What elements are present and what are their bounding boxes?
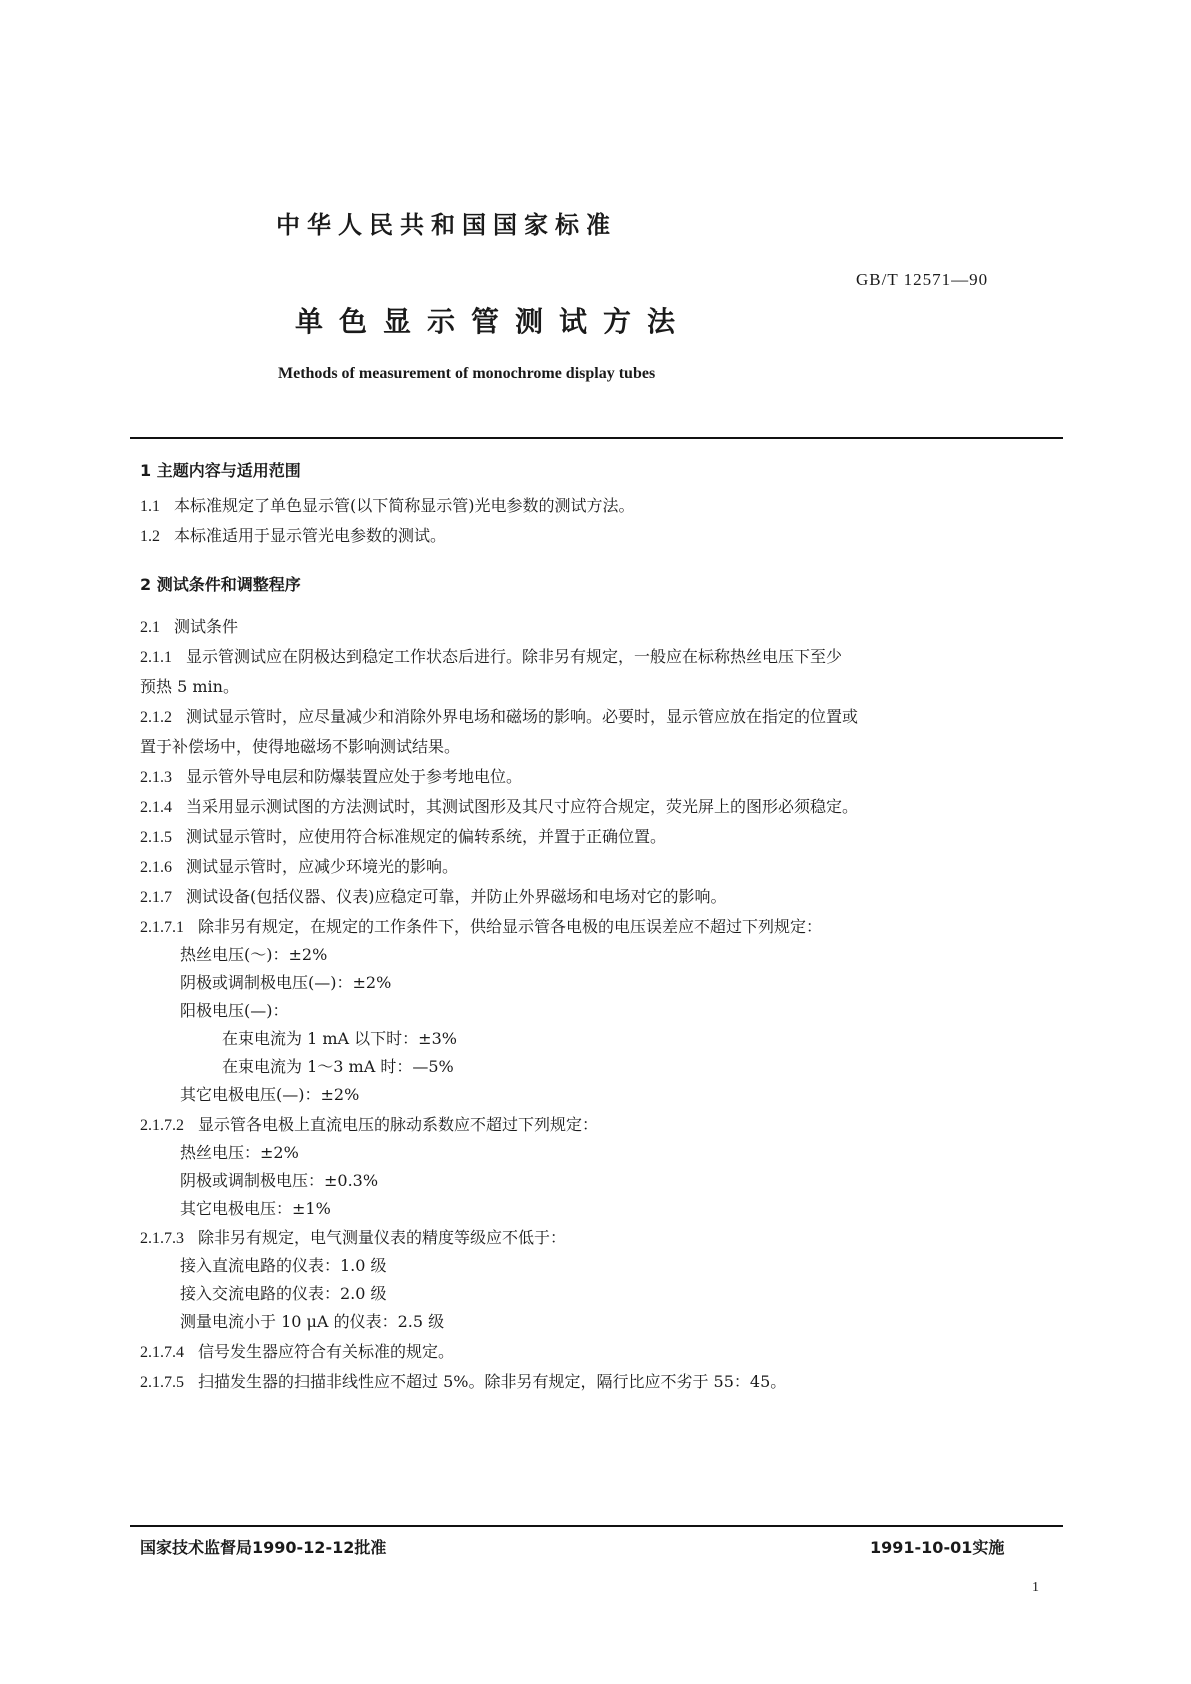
clause-number: 2.1.7.5 [140, 1374, 184, 1391]
national-standard-heading: 中华人民共和国国家标准 [276, 211, 617, 239]
clause-number: 2.1 [140, 619, 160, 636]
clause-2-1-1 [140, 647, 842, 668]
list-item: 阴极或调制极电压：±0.3% [180, 1171, 379, 1190]
clause-number: 2.1.7 [140, 889, 172, 906]
clause-2-1-7-2 [140, 1115, 598, 1136]
clause-number: 2.1.6 [140, 859, 172, 876]
clause-text: 本标准适用于显示管光电参数的测试。 [174, 526, 447, 545]
document-title-chinese: 单色显示管测试方法 [295, 305, 692, 338]
clause-text: 测试显示管时，应使用符合标准规定的偏转系统，并置于正确位置。 [186, 827, 667, 846]
page-number: 1 [1032, 1580, 1039, 1595]
clause-text: 除非另有规定，电气测量仪表的精度等级应不低于： [198, 1228, 567, 1247]
clause-number: 2.1.2 [140, 709, 172, 726]
clause-text: 当采用显示测试图的方法测试时，其测试图形及其尺寸应符合规定，荧光屏上的图形必须稳定。 [186, 797, 859, 816]
clause-2-1 [140, 617, 238, 638]
list-item: 阴极或调制极电压(—)：±2% [180, 973, 392, 992]
clause-1-1 [140, 496, 635, 517]
list-item: 阳极电压(—)： [180, 1001, 289, 1020]
clause-text: 测试设备(包括仪器、仪表)应稳定可靠，并防止外界磁场和电场对它的影响。 [186, 887, 727, 906]
header-divider [130, 437, 1063, 439]
clause-text: 显示管各电极上直流电压的脉动系数应不超过下列规定： [198, 1115, 599, 1134]
clause-number: 2.1.5 [140, 829, 172, 846]
clause-number: 1.1 [140, 498, 160, 515]
list-item: 其它电极电压(—)：±2% [180, 1085, 360, 1104]
footer-divider [130, 1525, 1063, 1527]
document-title-english: Methods of measurement of monochrome display tubes [278, 365, 656, 382]
clause-2-1-3 [140, 767, 522, 788]
list-item: 热丝电压：±2% [180, 1143, 299, 1162]
list-item: 接入交流电路的仪表：2.0 级 [180, 1284, 387, 1303]
clause-2-1-2 [140, 707, 858, 728]
list-item: 热丝电压(～)：±2% [180, 945, 328, 964]
clause-number: 2.1.4 [140, 799, 172, 816]
clause-text: 显示管测试应在阴极达到稳定工作状态后进行。除非另有规定，一般应在标称热丝电压下至少 [186, 647, 843, 666]
list-item: 测量电流小于 10 μA 的仪表：2.5 级 [180, 1312, 445, 1331]
clause-text: 本标准规定了单色显示管(以下简称显示管)光电参数的测试方法。 [174, 496, 635, 515]
clause-1-2 [140, 526, 446, 547]
clause-number: 2.1.3 [140, 769, 172, 786]
clause-text: 预热 5 min。 [140, 677, 239, 696]
effective-date: 1991-10-01实施 [870, 1538, 1005, 1557]
clause-text: 置于补偿场中，使得地磁场不影响测试结果。 [140, 737, 461, 756]
clause-2-1-2-cont [140, 737, 460, 757]
clause-2-1-6 [140, 857, 458, 878]
list-item: 在束电流为 1～3 mA 时：—5% [222, 1057, 454, 1076]
clause-2-1-1-cont [140, 677, 239, 697]
clause-2-1-7-1 [140, 917, 822, 938]
clause-2-1-4 [140, 797, 858, 818]
clause-number: 1.2 [140, 528, 160, 545]
clause-text: 测试条件 [174, 617, 239, 636]
approval-notice: 国家技术监督局1990-12-12批准 [140, 1538, 387, 1557]
list-item: 其它电极电压：±1% [180, 1199, 331, 1218]
clause-number: 2.1.7.3 [140, 1230, 184, 1247]
clause-text: 除非另有规定，在规定的工作条件下，供给显示管各电极的电压误差应不超过下列规定： [198, 917, 823, 936]
clause-text: 扫描发生器的扫描非线性应不超过 5%。除非另有规定，隔行比应不劣于 55：45。 [198, 1372, 787, 1391]
list-item: 接入直流电路的仪表：1.0 级 [180, 1256, 387, 1275]
standard-code: GB/T 12571—90 [856, 270, 989, 289]
clause-2-1-7 [140, 887, 727, 908]
clause-text: 测试显示管时，应尽量减少和消除外界电场和磁场的影响。必要时，显示管应放在指定的位置或 [186, 707, 859, 726]
clause-2-1-5 [140, 827, 666, 848]
clause-text: 测试显示管时，应减少环境光的影响。 [186, 857, 459, 876]
clause-number: 2.1.7.4 [140, 1344, 184, 1361]
clause-number: 2.1.7.1 [140, 919, 184, 936]
clause-2-1-7-5 [140, 1372, 786, 1393]
section-heading-2: 2 测试条件和调整程序 [140, 575, 301, 594]
clause-2-1-7-3 [140, 1228, 566, 1249]
section-heading-1: 1 主题内容与适用范围 [140, 461, 301, 480]
clause-number: 2.1.1 [140, 649, 172, 666]
clause-text: 信号发生器应符合有关标准的规定。 [198, 1342, 455, 1361]
clause-text: 显示管外导电层和防爆装置应处于参考地电位。 [186, 767, 523, 786]
clause-2-1-7-4 [140, 1342, 454, 1363]
clause-number: 2.1.7.2 [140, 1117, 184, 1134]
list-item: 在束电流为 1 mA 以下时：±3% [222, 1029, 457, 1048]
